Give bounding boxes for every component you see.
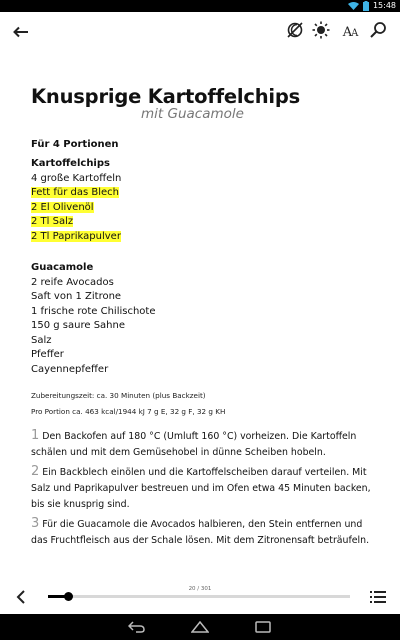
ingredient-line: 1 frische rote Chilischote	[31, 305, 156, 317]
font-size-button[interactable]	[338, 20, 362, 44]
status-time: 15:48	[372, 1, 396, 10]
step-text: Ein Backblech einölen und die Kartoffelscheiben darauf verteilen. Mit Salz und Paprikapulver bestreuen und im Ofen etwa 45 Minuten backen, bis sie knusprig sind.	[31, 467, 371, 510]
search-button[interactable]	[366, 20, 390, 44]
status-icons	[348, 0, 396, 12]
ingredient-text: 4 große Kartoffeln	[31, 172, 122, 184]
status-bar	[0, 0, 400, 12]
arrow-left-icon	[13, 23, 29, 42]
ingredient-line	[31, 186, 121, 201]
system-back-button[interactable]	[127, 618, 147, 636]
step-item	[31, 428, 373, 461]
highlighted-ingredient[interactable]: 2 Tl Salz	[31, 216, 74, 227]
table-of-contents-button[interactable]	[369, 589, 387, 607]
recent-apps-icon	[254, 618, 272, 637]
guacamole-heading: Guacamole	[31, 262, 94, 273]
system-recent-apps-button[interactable]	[253, 618, 273, 636]
page-counter: 20 / 301	[188, 586, 212, 592]
highlighted-ingredient[interactable]: 2 Tl Paprikapulver	[31, 230, 121, 242]
system-home-button[interactable]	[190, 618, 210, 636]
highlighted-ingredient[interactable]: Fett für das Blech	[31, 187, 120, 198]
chips-heading: Kartoffelchips	[31, 158, 110, 169]
ingredient-line	[31, 230, 121, 245]
chips-ingredients	[31, 157, 121, 244]
search-icon	[369, 21, 387, 43]
app-bar	[0, 12, 400, 52]
ingredient-line: 2 reife Avocados	[31, 276, 114, 288]
ingredient-line: Cayennepfeffer	[31, 363, 109, 375]
brightness-icon	[311, 20, 331, 44]
instruction-steps	[31, 428, 373, 552]
nutrition-info: Pro Portion ca. 463 kcal/1944 kJ 7 g E, 32 g F, 32 g KH	[31, 407, 226, 416]
recipe-subtitle: mit Guacamole	[141, 106, 244, 122]
ingredient-line: Pfeffer	[31, 349, 64, 360]
recipe-content	[31, 82, 373, 546]
ingredient-line: 150 g saure Sahne	[31, 320, 125, 331]
step-number: 1	[31, 428, 40, 443]
guacamole-ingredients	[31, 261, 155, 377]
step-item	[31, 464, 373, 513]
step-text: Den Backofen auf 180 °C (Umluft 160 °C) vorheizen. Die Kartoffeln schälen und mit dem Gemüsehobel in dünne Scheiben hobeln.	[31, 431, 357, 458]
brightness-button[interactable]	[309, 20, 333, 44]
step-item	[31, 516, 373, 549]
page-progress-slider[interactable]	[48, 595, 350, 598]
back-button[interactable]	[9, 20, 33, 44]
back-arrow-icon	[128, 618, 146, 637]
recipe-title: Knusprige Kartoffelchips	[31, 85, 301, 108]
system-nav-bar	[0, 614, 400, 640]
chevron-left-icon	[16, 589, 26, 608]
servings: Für 4 Portionen	[31, 139, 119, 150]
ingredient-line	[31, 172, 121, 187]
ingredient-line	[31, 201, 121, 216]
progress-thumb[interactable]	[64, 592, 73, 601]
ingredient-line: Saft von 1 Zitrone	[31, 291, 122, 302]
step-text: Für die Guacamole die Avocados halbieren, den Stein entfernen und das Fruchtfleisch aus der Schale lösen. Mit dem Zitronensaft beträufeln.	[31, 519, 370, 546]
night-mode-button[interactable]	[283, 20, 307, 44]
prep-time: Zubereitungszeit: ca. 30 Minuten (plus Backzeit)	[31, 391, 206, 400]
reader-bottom-bar	[0, 580, 400, 614]
font-size-icon: AA	[342, 24, 358, 40]
ingredient-line	[31, 215, 121, 230]
night-mode-off-icon	[285, 20, 305, 44]
step-number: 2	[31, 464, 40, 479]
battery-icon	[363, 1, 369, 11]
previous-page-button[interactable]	[13, 589, 29, 607]
wifi-icon	[348, 2, 359, 10]
ingredient-line: Salz	[31, 334, 52, 346]
highlighted-ingredient[interactable]: 2 El Olivenöl	[31, 201, 94, 213]
step-number: 3	[31, 516, 40, 531]
home-icon	[191, 618, 209, 637]
list-icon	[370, 589, 386, 608]
